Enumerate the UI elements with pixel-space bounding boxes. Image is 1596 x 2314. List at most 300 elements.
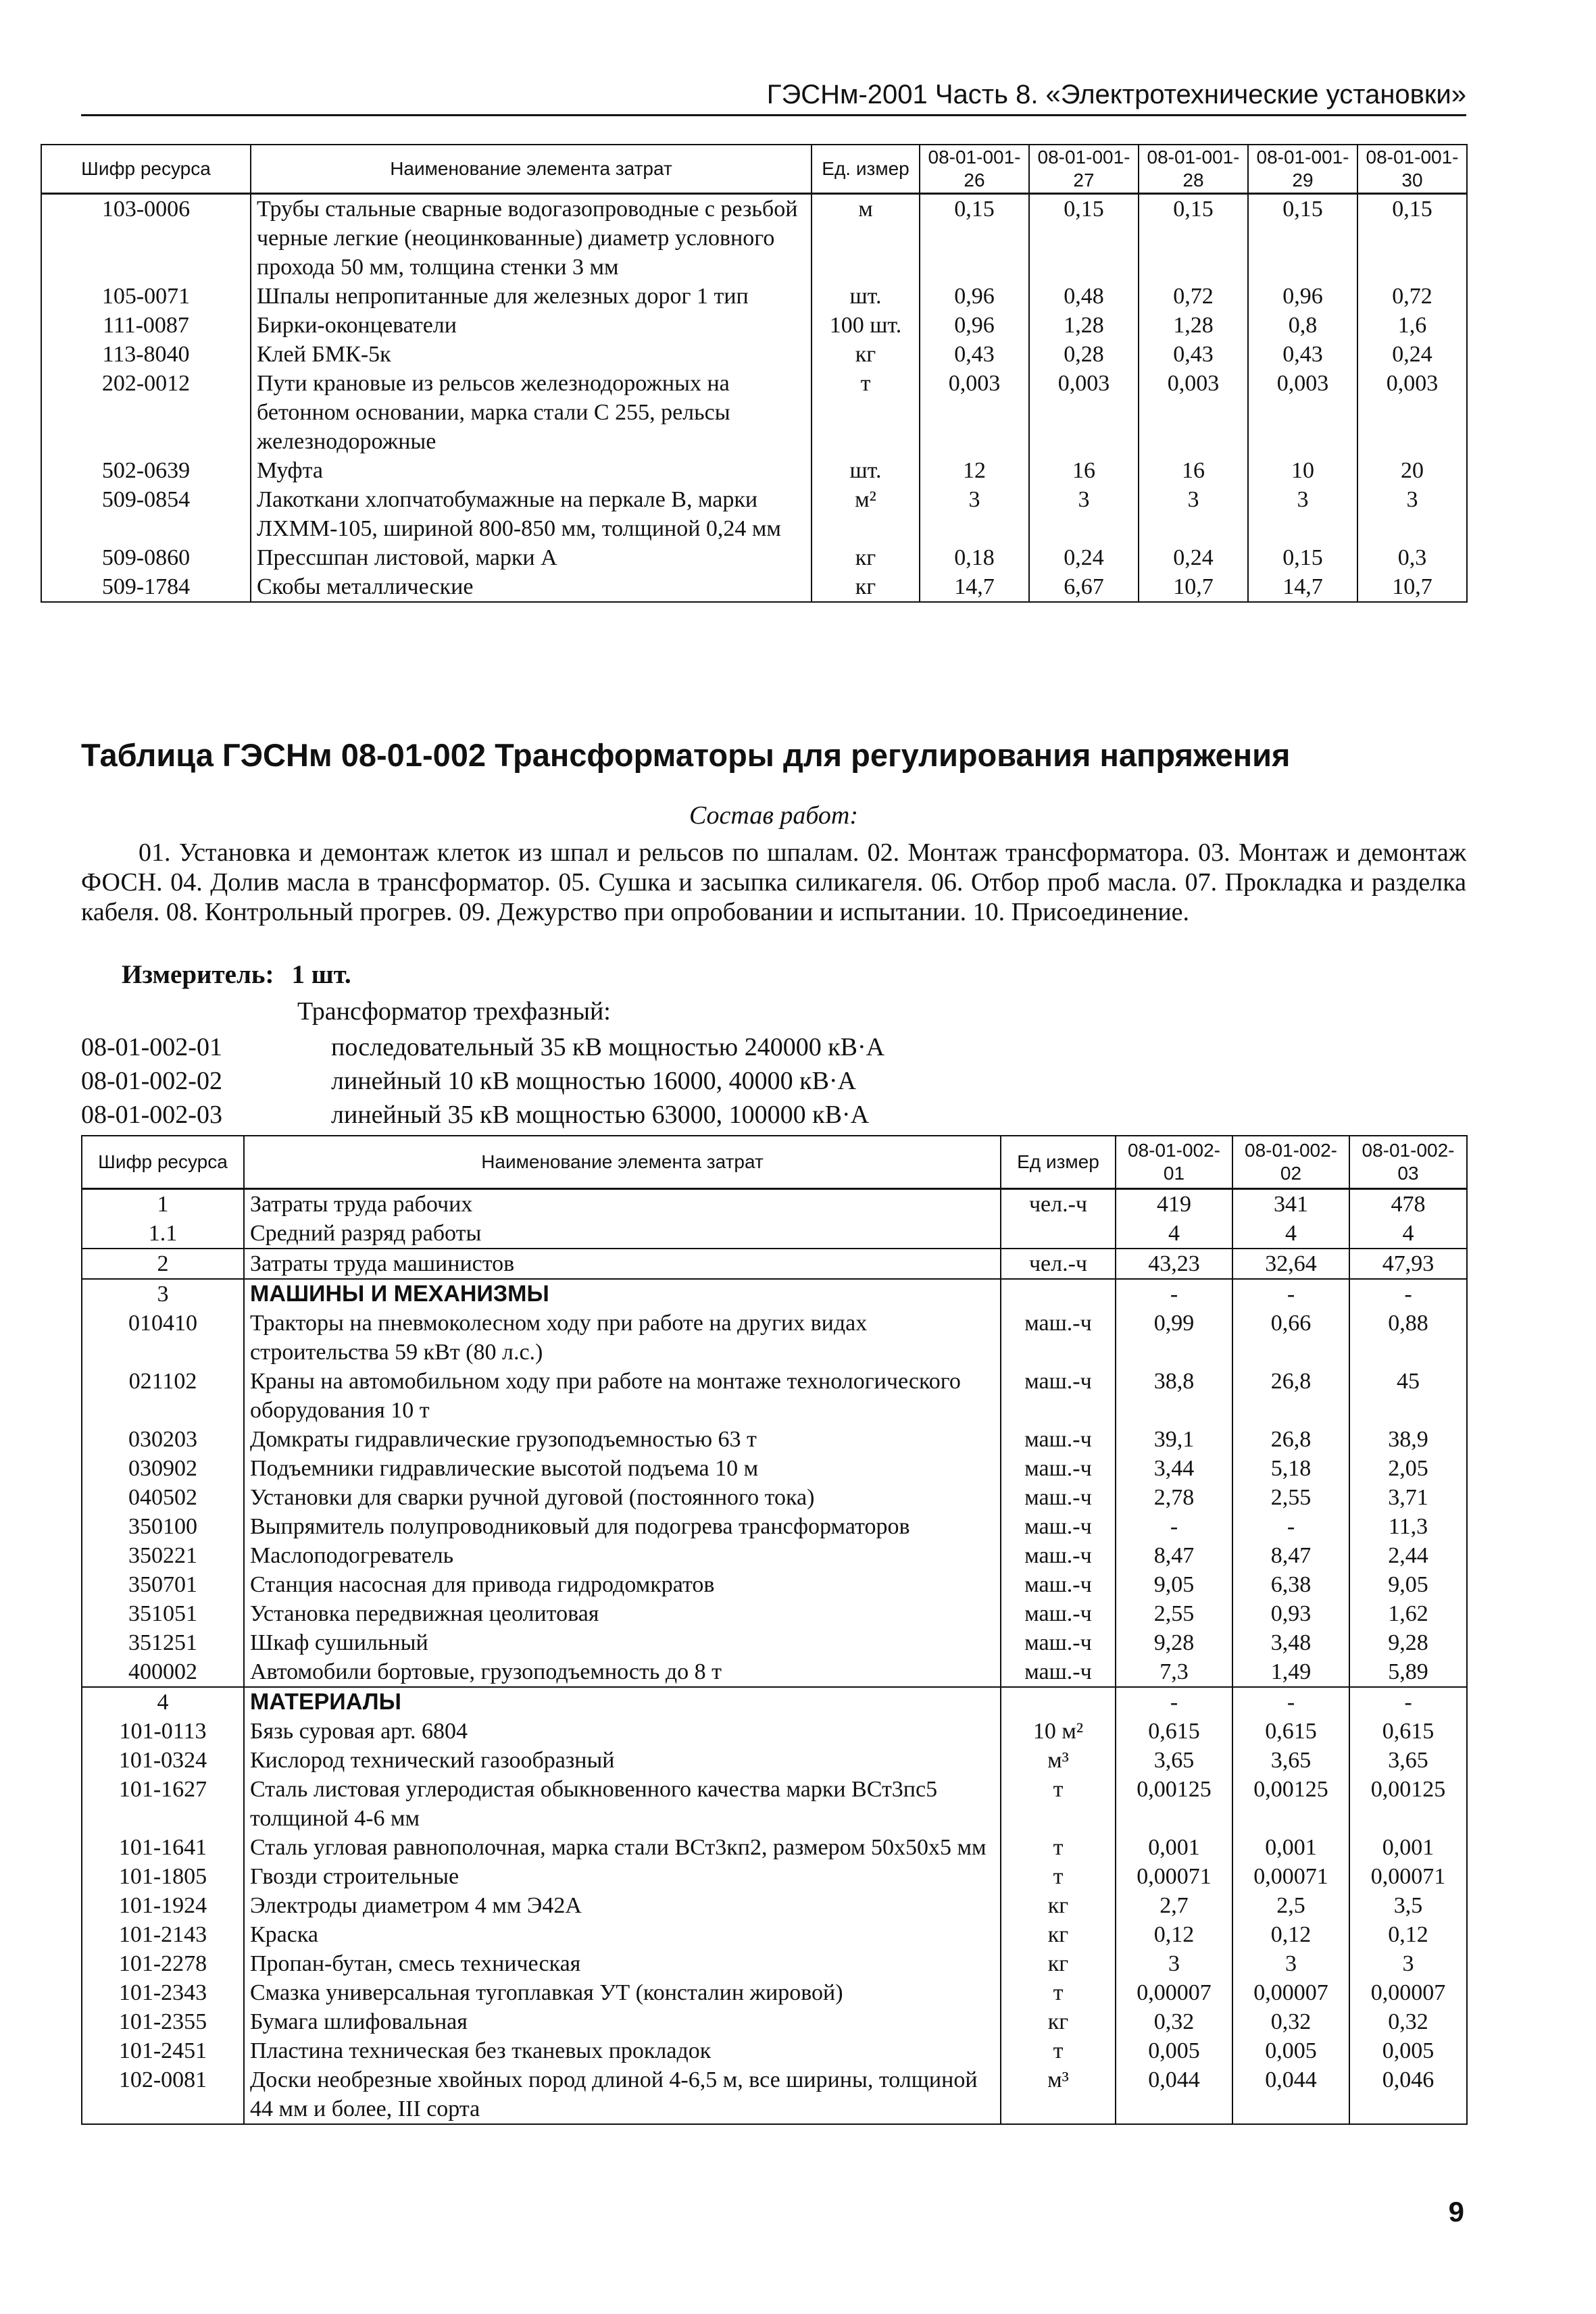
norm-value: 0,24 xyxy=(1139,543,1248,572)
norm-value: - xyxy=(1232,1279,1349,1309)
composition-heading: Состав работ: xyxy=(689,801,859,830)
resource-code: 202-0012 xyxy=(41,369,251,456)
norm-value: - xyxy=(1116,1687,1232,1717)
norm-value: 3 xyxy=(1349,1949,1467,1978)
table-group-row xyxy=(82,1687,1467,1717)
resource-name: Затраты труда рабочих xyxy=(244,1189,1001,1219)
resource-code: 1.1 xyxy=(82,1219,244,1249)
norm-value: 0,24 xyxy=(1029,543,1139,572)
norm-value: 0,00007 xyxy=(1232,1978,1349,2007)
resource-name: Выпрямитель полупроводниковый для подогрева трансформаторов xyxy=(244,1512,1001,1541)
resource-unit: кг xyxy=(1001,1920,1116,1949)
norm-value: 8,47 xyxy=(1232,1541,1349,1570)
column-header-norm: 08-01-001-30 xyxy=(1357,145,1467,194)
norm-value: 3 xyxy=(1029,485,1139,543)
norm-value: 6,38 xyxy=(1232,1570,1349,1599)
norm-value: 8,47 xyxy=(1116,1541,1232,1570)
norm-value: 419 xyxy=(1116,1189,1232,1219)
norm-value: 9,05 xyxy=(1349,1570,1467,1599)
resource-unit: маш.-ч xyxy=(1001,1570,1116,1599)
resource-name: МАШИНЫ И МЕХАНИЗМЫ xyxy=(244,1279,1001,1309)
resource-name: Сталь листовая углеродистая обыкновенного качества марки ВСт3пс5 толщиной 4-6 мм xyxy=(244,1775,1001,1833)
meter-label: Измеритель: xyxy=(122,960,274,989)
norm-value: 0,00007 xyxy=(1349,1978,1467,2007)
resource-code: 101-0324 xyxy=(82,1746,244,1775)
resource-name: Шкаф сушильный xyxy=(244,1628,1001,1657)
column-header-norm: 08-01-002-02 xyxy=(1232,1136,1349,1189)
norm-value: 26,8 xyxy=(1232,1367,1349,1425)
resource-code: 101-1805 xyxy=(82,1862,244,1891)
resource-code: 502-0639 xyxy=(41,456,251,485)
norm-value: 3 xyxy=(1357,485,1467,543)
resource-unit: чел.-ч xyxy=(1001,1249,1116,1279)
transformer-heading: Трансформатор трехфазный: xyxy=(297,997,611,1026)
table-row xyxy=(41,485,1467,543)
resource-unit: шт. xyxy=(812,456,920,485)
norm-value: 14,7 xyxy=(920,572,1029,602)
norm-value: 2,7 xyxy=(1116,1891,1232,1920)
resource-unit: маш.-ч xyxy=(1001,1512,1116,1541)
resource-unit: маш.-ч xyxy=(1001,1628,1116,1657)
table-row xyxy=(41,369,1467,456)
column-header-norm: 08-01-001-27 xyxy=(1029,145,1139,194)
norm-value: 3,71 xyxy=(1349,1483,1467,1512)
resource-code: 400002 xyxy=(82,1657,244,1687)
resource-code: 030902 xyxy=(82,1454,244,1483)
norm-value: 0,003 xyxy=(1029,369,1139,456)
resource-code: 2 xyxy=(82,1249,244,1279)
norm-value: 5,89 xyxy=(1349,1657,1467,1687)
table-row xyxy=(82,1570,1467,1599)
page-number: 9 xyxy=(1448,2196,1464,2228)
norm-value: 3,48 xyxy=(1232,1628,1349,1657)
norm-value: 0,93 xyxy=(1232,1599,1349,1628)
norm-value: 0,43 xyxy=(920,340,1029,369)
resource-unit: маш.-ч xyxy=(1001,1483,1116,1512)
resource-unit: кг xyxy=(812,340,920,369)
resource-name: Установки для сварки ручной дуговой (постоянного тока) xyxy=(244,1483,1001,1512)
norm-value: 0,005 xyxy=(1232,2036,1349,2065)
norm-value: 0,00071 xyxy=(1349,1862,1467,1891)
resource-name: Лакоткани хлопчатобумажные на перкале В, марки ЛХММ-105, шириной 800-850 мм, толщиной 0,24 мм xyxy=(251,485,812,543)
norm-value: 47,93 xyxy=(1349,1249,1467,1279)
resource-name: Муфта xyxy=(251,456,812,485)
resource-name: Прессшпан листовой, марки А xyxy=(251,543,812,572)
norm-value: 3 xyxy=(1139,485,1248,543)
norm-value: 1,49 xyxy=(1232,1657,1349,1687)
resource-code: 040502 xyxy=(82,1483,244,1512)
norm-value: 3,65 xyxy=(1232,1746,1349,1775)
resource-name: Бязь суровая арт. 6804 xyxy=(244,1717,1001,1746)
norm-value: 0,003 xyxy=(1139,369,1248,456)
resource-code: 021102 xyxy=(82,1367,244,1425)
resource-unit: шт. xyxy=(812,282,920,311)
resource-name: Станция насосная для привода гидродомкратов xyxy=(244,1570,1001,1599)
norm-value: 0,32 xyxy=(1116,2007,1232,2036)
norm-value: 2,44 xyxy=(1349,1541,1467,1570)
norm-value: 9,28 xyxy=(1349,1628,1467,1657)
resource-unit xyxy=(1001,1219,1116,1249)
norm-value: 341 xyxy=(1232,1189,1349,1219)
norm-value: 0,28 xyxy=(1029,340,1139,369)
resource-unit: т xyxy=(1001,2036,1116,2065)
norm-value: 1,6 xyxy=(1357,311,1467,340)
table-header-row xyxy=(82,1136,1467,1189)
table-row xyxy=(82,1717,1467,1746)
norm-value: 1,28 xyxy=(1029,311,1139,340)
section-title: Таблица ГЭСНм 08-01-002 Трансформаторы для регулирования напряжения xyxy=(81,737,1291,773)
norm-value: - xyxy=(1349,1687,1467,1717)
norm-value: 0,15 xyxy=(1248,194,1357,282)
table-row xyxy=(41,456,1467,485)
resource-unit xyxy=(1001,1687,1116,1717)
table-row xyxy=(41,572,1467,602)
norm-value: 38,9 xyxy=(1349,1425,1467,1454)
resource-code: 350221 xyxy=(82,1541,244,1570)
table-row xyxy=(82,1833,1467,1862)
norm-value: 1,28 xyxy=(1139,311,1248,340)
resource-name: Пути крановые из рельсов железнодорожных на бетонном основании, марка стали С 255, рельсы железнодорожные xyxy=(251,369,812,456)
variant-description: линейный 10 кВ мощностью 16000, 40000 кВ·А xyxy=(331,1067,857,1095)
resource-unit: чел.-ч xyxy=(1001,1189,1116,1219)
resource-unit: маш.-ч xyxy=(1001,1541,1116,1570)
resource-unit: т xyxy=(1001,1862,1116,1891)
resource-unit: 100 шт. xyxy=(812,311,920,340)
norm-value: - xyxy=(1116,1279,1232,1309)
norm-value: 38,8 xyxy=(1116,1367,1232,1425)
column-header-norm: 08-01-002-01 xyxy=(1116,1136,1232,1189)
meter-line xyxy=(122,959,369,990)
norm-value: 0,43 xyxy=(1139,340,1248,369)
resource-code: 030203 xyxy=(82,1425,244,1454)
norm-value: 11,3 xyxy=(1349,1512,1467,1541)
column-header-norm: 08-01-001-28 xyxy=(1139,145,1248,194)
resource-unit: м³ xyxy=(1001,2065,1116,2124)
norm-value: 9,05 xyxy=(1116,1570,1232,1599)
resource-name: МАТЕРИАЛЫ xyxy=(244,1687,1001,1717)
resource-table-continued xyxy=(41,144,1468,603)
resource-name: Пропан-бутан, смесь техническая xyxy=(244,1949,1001,1978)
norm-value: - xyxy=(1232,1687,1349,1717)
norm-value: 45 xyxy=(1349,1367,1467,1425)
norm-value: 3,65 xyxy=(1349,1746,1467,1775)
table-row xyxy=(41,282,1467,311)
resource-code: 101-2451 xyxy=(82,2036,244,2065)
resource-name: Краска xyxy=(244,1920,1001,1949)
resource-unit: маш.-ч xyxy=(1001,1657,1116,1687)
table-row xyxy=(82,1512,1467,1541)
resource-name: Автомобили бортовые, грузоподъемность до 8 т xyxy=(244,1657,1001,1687)
norm-value: 43,23 xyxy=(1116,1249,1232,1279)
column-header-norm: 08-01-002-03 xyxy=(1349,1136,1467,1189)
resource-table-08-01-002 xyxy=(81,1135,1468,2125)
norm-value: 0,12 xyxy=(1116,1920,1232,1949)
norm-value: 0,72 xyxy=(1139,282,1248,311)
norm-value: 0,00071 xyxy=(1232,1862,1349,1891)
resource-unit: т xyxy=(1001,1978,1116,2007)
norm-value: 12 xyxy=(920,456,1029,485)
resource-name: Трубы стальные сварные водогазопроводные с резьбой черные легкие (неоцинкованные) диаметр условного прохода 50 мм, толщина стенки 3 мм xyxy=(251,194,812,282)
column-header-name: Наименование элемента затрат xyxy=(251,145,812,194)
norm-value: 0,001 xyxy=(1349,1833,1467,1862)
norm-value: 0,96 xyxy=(920,282,1029,311)
table-row xyxy=(41,194,1467,282)
resource-name: Маслоподогреватель xyxy=(244,1541,1001,1570)
table-row xyxy=(82,1775,1467,1833)
resource-name: Установка передвижная цеолитовая xyxy=(244,1599,1001,1628)
norm-value: 0,005 xyxy=(1349,2036,1467,2065)
table-body xyxy=(41,194,1467,603)
variant-code: 08-01-002-01 xyxy=(81,1033,222,1061)
resource-name: Сталь угловая равнополочная, марка стали ВСт3кп2, размером 50x50x5 мм xyxy=(244,1833,1001,1862)
resource-unit: кг xyxy=(1001,1891,1116,1920)
resource-unit: 10 м² xyxy=(1001,1717,1116,1746)
norm-value: 3 xyxy=(1232,1949,1349,1978)
norm-value: 0,00007 xyxy=(1116,1978,1232,2007)
norm-value: 16 xyxy=(1029,456,1139,485)
norm-value: 0,00125 xyxy=(1232,1775,1349,1833)
resource-name: Средний разряд работы xyxy=(244,1219,1001,1249)
resource-unit: маш.-ч xyxy=(1001,1367,1116,1425)
norm-value: 0,12 xyxy=(1232,1920,1349,1949)
table-row xyxy=(82,1657,1467,1687)
norm-value: 16 xyxy=(1139,456,1248,485)
resource-code: 350701 xyxy=(82,1570,244,1599)
norm-value: 4 xyxy=(1349,1219,1467,1249)
variant-line xyxy=(81,1066,856,1096)
table-row xyxy=(82,1949,1467,1978)
variant-code: 08-01-002-03 xyxy=(81,1101,222,1129)
table-row xyxy=(82,1891,1467,1920)
norm-value: 4 xyxy=(1116,1219,1232,1249)
resource-code: 4 xyxy=(82,1687,244,1717)
resource-code: 509-1784 xyxy=(41,572,251,602)
norm-value: 0,32 xyxy=(1349,2007,1467,2036)
column-header-code: Шифр ресурса xyxy=(41,145,251,194)
table-row xyxy=(82,1862,1467,1891)
norm-value: 9,28 xyxy=(1116,1628,1232,1657)
resource-name: Кислород технический газообразный xyxy=(244,1746,1001,1775)
resource-name: Пластина техническая без тканевых прокладок xyxy=(244,2036,1001,2065)
norm-value: 0,00125 xyxy=(1349,1775,1467,1833)
norm-value: 0,8 xyxy=(1248,311,1357,340)
norm-value: 32,64 xyxy=(1232,1249,1349,1279)
resource-name: Доски необрезные хвойных пород длиной 4-6,5 м, все ширины, толщиной 44 мм и более, III сорта xyxy=(244,2065,1001,2124)
resource-unit: м³ xyxy=(1001,1746,1116,1775)
table-row xyxy=(82,2065,1467,2124)
table-header-row xyxy=(41,145,1467,194)
resource-name: Смазка универсальная тугоплавкая УТ (консталин жировой) xyxy=(244,1978,1001,2007)
norm-value: 0,96 xyxy=(1248,282,1357,311)
running-header: ГЭСНм-2001 Часть 8. «Электротехнические установки» xyxy=(81,80,1466,116)
table-row xyxy=(82,1309,1467,1367)
resource-name: Краны на автомобильном ходу при работе на монтаже технологического оборудования 10 т xyxy=(244,1367,1001,1425)
resource-code: 351051 xyxy=(82,1599,244,1628)
norm-value: 0,003 xyxy=(1248,369,1357,456)
resource-name: Электроды диаметром 4 мм Э42А xyxy=(244,1891,1001,1920)
norm-value: 0,96 xyxy=(920,311,1029,340)
norm-value: 2,5 xyxy=(1232,1891,1349,1920)
resource-code: 111-0087 xyxy=(41,311,251,340)
resource-unit: кг xyxy=(812,572,920,602)
norm-value: 0,15 xyxy=(1029,194,1139,282)
resource-name: Скобы металлические xyxy=(251,572,812,602)
column-header-unit: Ед. измер xyxy=(812,145,920,194)
resource-name: Гвозди строительные xyxy=(244,1862,1001,1891)
resource-unit: м xyxy=(812,194,920,282)
norm-value: 2,78 xyxy=(1116,1483,1232,1512)
norm-value: 0,24 xyxy=(1357,340,1467,369)
resource-code: 101-2343 xyxy=(82,1978,244,2007)
norm-value: 20 xyxy=(1357,456,1467,485)
variant-description: последовательный 35 кВ мощностью 240000 кВ·А xyxy=(331,1033,885,1061)
norm-value: 2,55 xyxy=(1116,1599,1232,1628)
norm-value: 7,3 xyxy=(1116,1657,1232,1687)
norm-value: 0,15 xyxy=(920,194,1029,282)
table-row xyxy=(41,311,1467,340)
norm-value: 14,7 xyxy=(1248,572,1357,602)
resource-code: 3 xyxy=(82,1279,244,1309)
norm-value: - xyxy=(1116,1512,1232,1541)
resource-name: Подъемники гидравлические высотой подъема 10 м xyxy=(244,1454,1001,1483)
resource-code: 101-2143 xyxy=(82,1920,244,1949)
table-row xyxy=(82,1367,1467,1425)
norm-value: 0,18 xyxy=(920,543,1029,572)
resource-code: 105-0071 xyxy=(41,282,251,311)
resource-name: Бирки-оконцеватели xyxy=(251,311,812,340)
resource-unit: маш.-ч xyxy=(1001,1599,1116,1628)
resource-name: Затраты труда машинистов xyxy=(244,1249,1001,1279)
column-header-name: Наименование элемента затрат xyxy=(244,1136,1001,1189)
norm-value: 0,615 xyxy=(1232,1717,1349,1746)
resource-code: 101-1627 xyxy=(82,1775,244,1833)
norm-value: 0,99 xyxy=(1116,1309,1232,1367)
norm-value: 2,05 xyxy=(1349,1454,1467,1483)
norm-value: 0,046 xyxy=(1349,2065,1467,2124)
resource-code: 113-8040 xyxy=(41,340,251,369)
resource-code: 509-0854 xyxy=(41,485,251,543)
norm-value: 1,62 xyxy=(1349,1599,1467,1628)
norm-value: 3,5 xyxy=(1349,1891,1467,1920)
resource-unit: т xyxy=(812,369,920,456)
norm-value: 0,044 xyxy=(1116,2065,1232,2124)
resource-code: 509-0860 xyxy=(41,543,251,572)
column-header-norm: 08-01-001-29 xyxy=(1248,145,1357,194)
norm-value: 0,001 xyxy=(1116,1833,1232,1862)
norm-value: 0,32 xyxy=(1232,2007,1349,2036)
norm-value: 3,44 xyxy=(1116,1454,1232,1483)
norm-value: 2,55 xyxy=(1232,1483,1349,1512)
table-group-row xyxy=(82,1279,1467,1309)
variant-line xyxy=(81,1032,884,1062)
resource-unit xyxy=(1001,1279,1116,1309)
table-row xyxy=(82,1249,1467,1279)
norm-value: 0,615 xyxy=(1349,1717,1467,1746)
norm-value: 3 xyxy=(1116,1949,1232,1978)
table-row xyxy=(82,1920,1467,1949)
norm-value: 0,48 xyxy=(1029,282,1139,311)
norm-value: 10 xyxy=(1248,456,1357,485)
resource-unit: маш.-ч xyxy=(1001,1425,1116,1454)
norm-value: - xyxy=(1349,1279,1467,1309)
norm-value: 0,88 xyxy=(1349,1309,1467,1367)
resource-unit: маш.-ч xyxy=(1001,1454,1116,1483)
variant-description: линейный 35 кВ мощностью 63000, 100000 кВ·А xyxy=(331,1101,870,1129)
resource-unit: м² xyxy=(812,485,920,543)
resource-unit: т xyxy=(1001,1833,1116,1862)
column-header-norm: 08-01-001-26 xyxy=(920,145,1029,194)
norm-value: 0,00071 xyxy=(1116,1862,1232,1891)
resource-code: 1 xyxy=(82,1189,244,1219)
resource-unit: т xyxy=(1001,1775,1116,1833)
table-row xyxy=(82,1746,1467,1775)
norm-value: 0,044 xyxy=(1232,2065,1349,2124)
table-row xyxy=(41,340,1467,369)
resource-code: 102-0081 xyxy=(82,2065,244,2124)
norm-value: 0,00125 xyxy=(1116,1775,1232,1833)
table-row xyxy=(82,1978,1467,2007)
norm-value: 0,43 xyxy=(1248,340,1357,369)
table-row xyxy=(82,1599,1467,1628)
table-row xyxy=(82,2036,1467,2065)
resource-code: 101-0113 xyxy=(82,1717,244,1746)
variant-line xyxy=(81,1100,869,1130)
resource-name: Клей БМК-5к xyxy=(251,340,812,369)
table-row xyxy=(82,1628,1467,1657)
table-body xyxy=(82,1189,1467,2125)
norm-value: 0,003 xyxy=(1357,369,1467,456)
norm-value: 26,8 xyxy=(1232,1425,1349,1454)
norm-value: 39,1 xyxy=(1116,1425,1232,1454)
norm-value: 0,3 xyxy=(1357,543,1467,572)
column-header-code: Шифр ресурса xyxy=(82,1136,244,1189)
composition-text: 01. Установка и демонтаж клеток из шпал и рельсов по шпалам. 02. Монтаж трансформатора. 03. Монтаж и демонтаж ФОСН. 04. Долив масла в трансформатор. 05. Сушка и засыпка силикагеля. 06. Отбор проб масла. 07. Прокладка и разделка кабеля. 08. Контрольный прогрев. 09. Дежурство при опробовании и испытании. 10. Присоединение. xyxy=(81,838,1466,926)
norm-value: 3,65 xyxy=(1116,1746,1232,1775)
resource-name: Шпалы непропитанные для железных дорог 1 тип xyxy=(251,282,812,311)
norm-value: - xyxy=(1232,1512,1349,1541)
norm-value: 6,67 xyxy=(1029,572,1139,602)
norm-value: 0,12 xyxy=(1349,1920,1467,1949)
resource-code: 101-2278 xyxy=(82,1949,244,1978)
norm-value: 0,66 xyxy=(1232,1309,1349,1367)
norm-value: 0,15 xyxy=(1357,194,1467,282)
norm-value: 5,18 xyxy=(1232,1454,1349,1483)
resource-name: Тракторы на пневмоколесном ходу при работе на других видах строительства 59 кВт (80 л.с.) xyxy=(244,1309,1001,1367)
resource-code: 101-2355 xyxy=(82,2007,244,2036)
norm-value: 3 xyxy=(1248,485,1357,543)
norm-value: 10,7 xyxy=(1357,572,1467,602)
column-header-unit: Ед измер xyxy=(1001,1136,1116,1189)
table-row xyxy=(82,1454,1467,1483)
resource-code: 350100 xyxy=(82,1512,244,1541)
table-row xyxy=(82,1483,1467,1512)
table-row xyxy=(82,1425,1467,1454)
resource-unit: кг xyxy=(1001,2007,1116,2036)
resource-code: 101-1924 xyxy=(82,1891,244,1920)
resource-code: 010410 xyxy=(82,1309,244,1367)
table-row xyxy=(82,1219,1467,1249)
resource-name: Домкраты гидравлические грузоподъемностью 63 т xyxy=(244,1425,1001,1454)
norm-value: 0,005 xyxy=(1116,2036,1232,2065)
norm-value: 478 xyxy=(1349,1189,1467,1219)
resource-code: 103-0006 xyxy=(41,194,251,282)
norm-value: 0,003 xyxy=(920,369,1029,456)
table-row xyxy=(82,2007,1467,2036)
meter-value: 1 шт. xyxy=(291,960,351,989)
norm-value: 0,15 xyxy=(1248,543,1357,572)
table-row xyxy=(41,543,1467,572)
resource-unit: кг xyxy=(1001,1949,1116,1978)
